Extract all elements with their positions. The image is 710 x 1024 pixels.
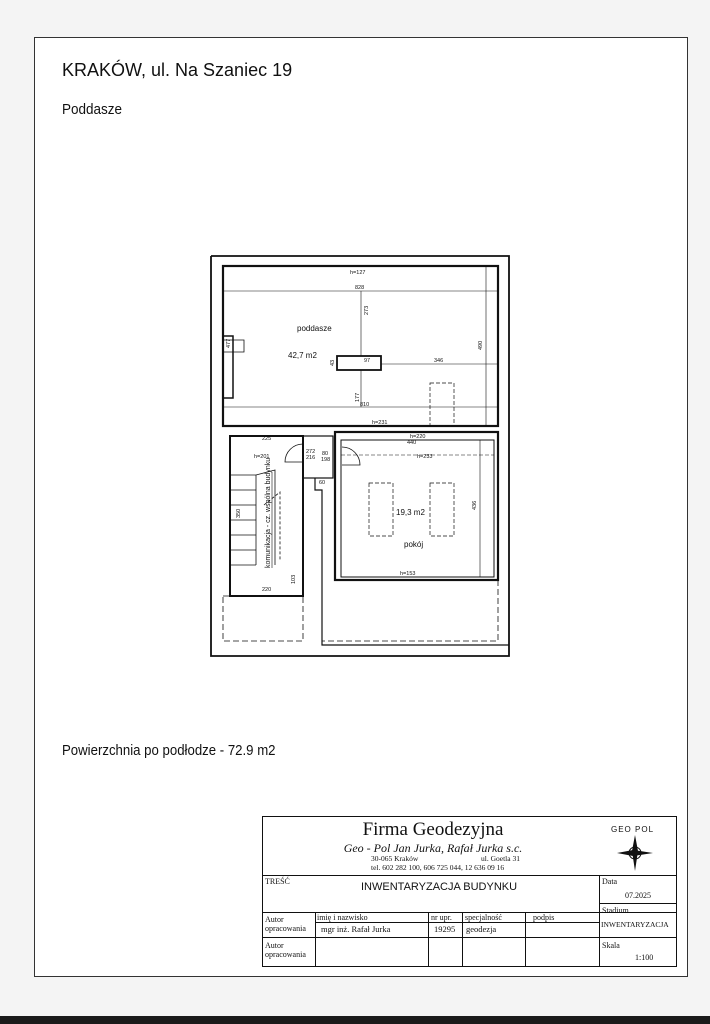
label-h220: h=220 xyxy=(410,434,426,440)
label-225: 225 xyxy=(262,436,272,442)
stair-label: komunikacja - cz. wspólna budynku xyxy=(265,457,272,568)
firm-name: Firma Geodezyjna xyxy=(362,819,504,840)
label-177: 177 xyxy=(355,392,361,402)
label-103: 103 xyxy=(291,574,297,584)
door-hall xyxy=(285,444,303,462)
stadium-value: INWENTARYZACJA xyxy=(601,920,669,929)
roof-window-1 xyxy=(369,483,393,536)
room-2-area: 19,3 m2 xyxy=(396,508,425,517)
label-60: 60 xyxy=(319,480,326,486)
room-1-area: 42,7 m2 xyxy=(288,351,317,360)
label-h127: h=127 xyxy=(350,270,366,276)
label-97: 97 xyxy=(364,358,371,364)
door-room xyxy=(342,447,360,465)
label-272: 272 xyxy=(306,449,316,455)
stadium-label: Stadium xyxy=(602,906,629,915)
label-198: 198 xyxy=(321,457,331,463)
col-nr-header: nr upr. xyxy=(431,913,452,922)
date-label: Data xyxy=(602,877,618,886)
firm-header xyxy=(263,817,676,876)
compass-logo-icon xyxy=(615,835,655,871)
room-1-name: poddasze xyxy=(297,324,332,333)
author-1-specialty: geodezja xyxy=(466,924,497,934)
firm-owners: Geo - Pol Jan Jurka, Rafał Jurka s.c. xyxy=(343,841,523,855)
author-1-license: 19295 xyxy=(434,924,456,934)
col-sign-header: podpis xyxy=(533,913,555,922)
label-346: 346 xyxy=(434,358,444,364)
label-440: 440 xyxy=(407,440,417,446)
title-block xyxy=(262,816,677,967)
label-436: 436 xyxy=(472,500,478,510)
floor-area-summary: Powierzchnia po podłodze - 72.9 m2 xyxy=(62,742,276,759)
lower-dashed-area xyxy=(322,580,498,641)
author-2-label: Autor opracowania xyxy=(265,941,306,959)
date-value: 07.2025 xyxy=(625,891,651,900)
tresc-label: TREŚĆ xyxy=(265,877,290,886)
label-350: 350 xyxy=(236,508,242,518)
firm-city: 30-065 Kraków xyxy=(371,854,419,863)
bottom-bar xyxy=(0,1016,710,1024)
scale-label: Skala xyxy=(602,941,620,950)
label-h231: h=231 xyxy=(372,420,388,426)
label-810: 810 xyxy=(360,402,370,408)
col-spec-header: specjalność xyxy=(465,913,502,922)
col-name-header: imię i nazwisko xyxy=(317,913,368,922)
chimney xyxy=(337,356,381,370)
label-490: 490 xyxy=(478,340,484,350)
label-273: 273 xyxy=(364,305,370,315)
label-477: 477 xyxy=(226,338,232,348)
label-80: 80 xyxy=(322,451,329,457)
firm-logo-text: GEO POL xyxy=(611,825,655,834)
stair-hall-dashed xyxy=(223,596,303,641)
firm-street: ul. Goetla 31 xyxy=(481,854,520,863)
author-1-label: Autor opracowania xyxy=(265,915,306,933)
tresc-value: INWENTARYZACJA BUDYNKU xyxy=(361,881,518,893)
scale-value: 1:100 xyxy=(635,953,654,962)
author-1-name: mgr inż. Rafał Jurka xyxy=(321,924,391,934)
label-216: 216 xyxy=(306,455,316,461)
room-2-name: pokój xyxy=(404,540,424,549)
roof-window-2 xyxy=(430,483,454,536)
label-220: 220 xyxy=(262,587,272,593)
label-h233: h=233 xyxy=(417,454,433,460)
firm-phone: tel. 602 282 100, 606 725 044, 12 636 09 16 xyxy=(371,863,505,872)
label-h153: h=153 xyxy=(400,571,416,577)
page-title: KRAKÓW, ul. Na Szaniec 19 xyxy=(62,60,293,80)
label-h201: h=201 xyxy=(254,454,270,460)
label-43: 43 xyxy=(330,359,336,366)
roof-window xyxy=(430,383,454,426)
floor-name: Poddasze xyxy=(62,101,123,118)
label-828: 828 xyxy=(355,285,365,291)
